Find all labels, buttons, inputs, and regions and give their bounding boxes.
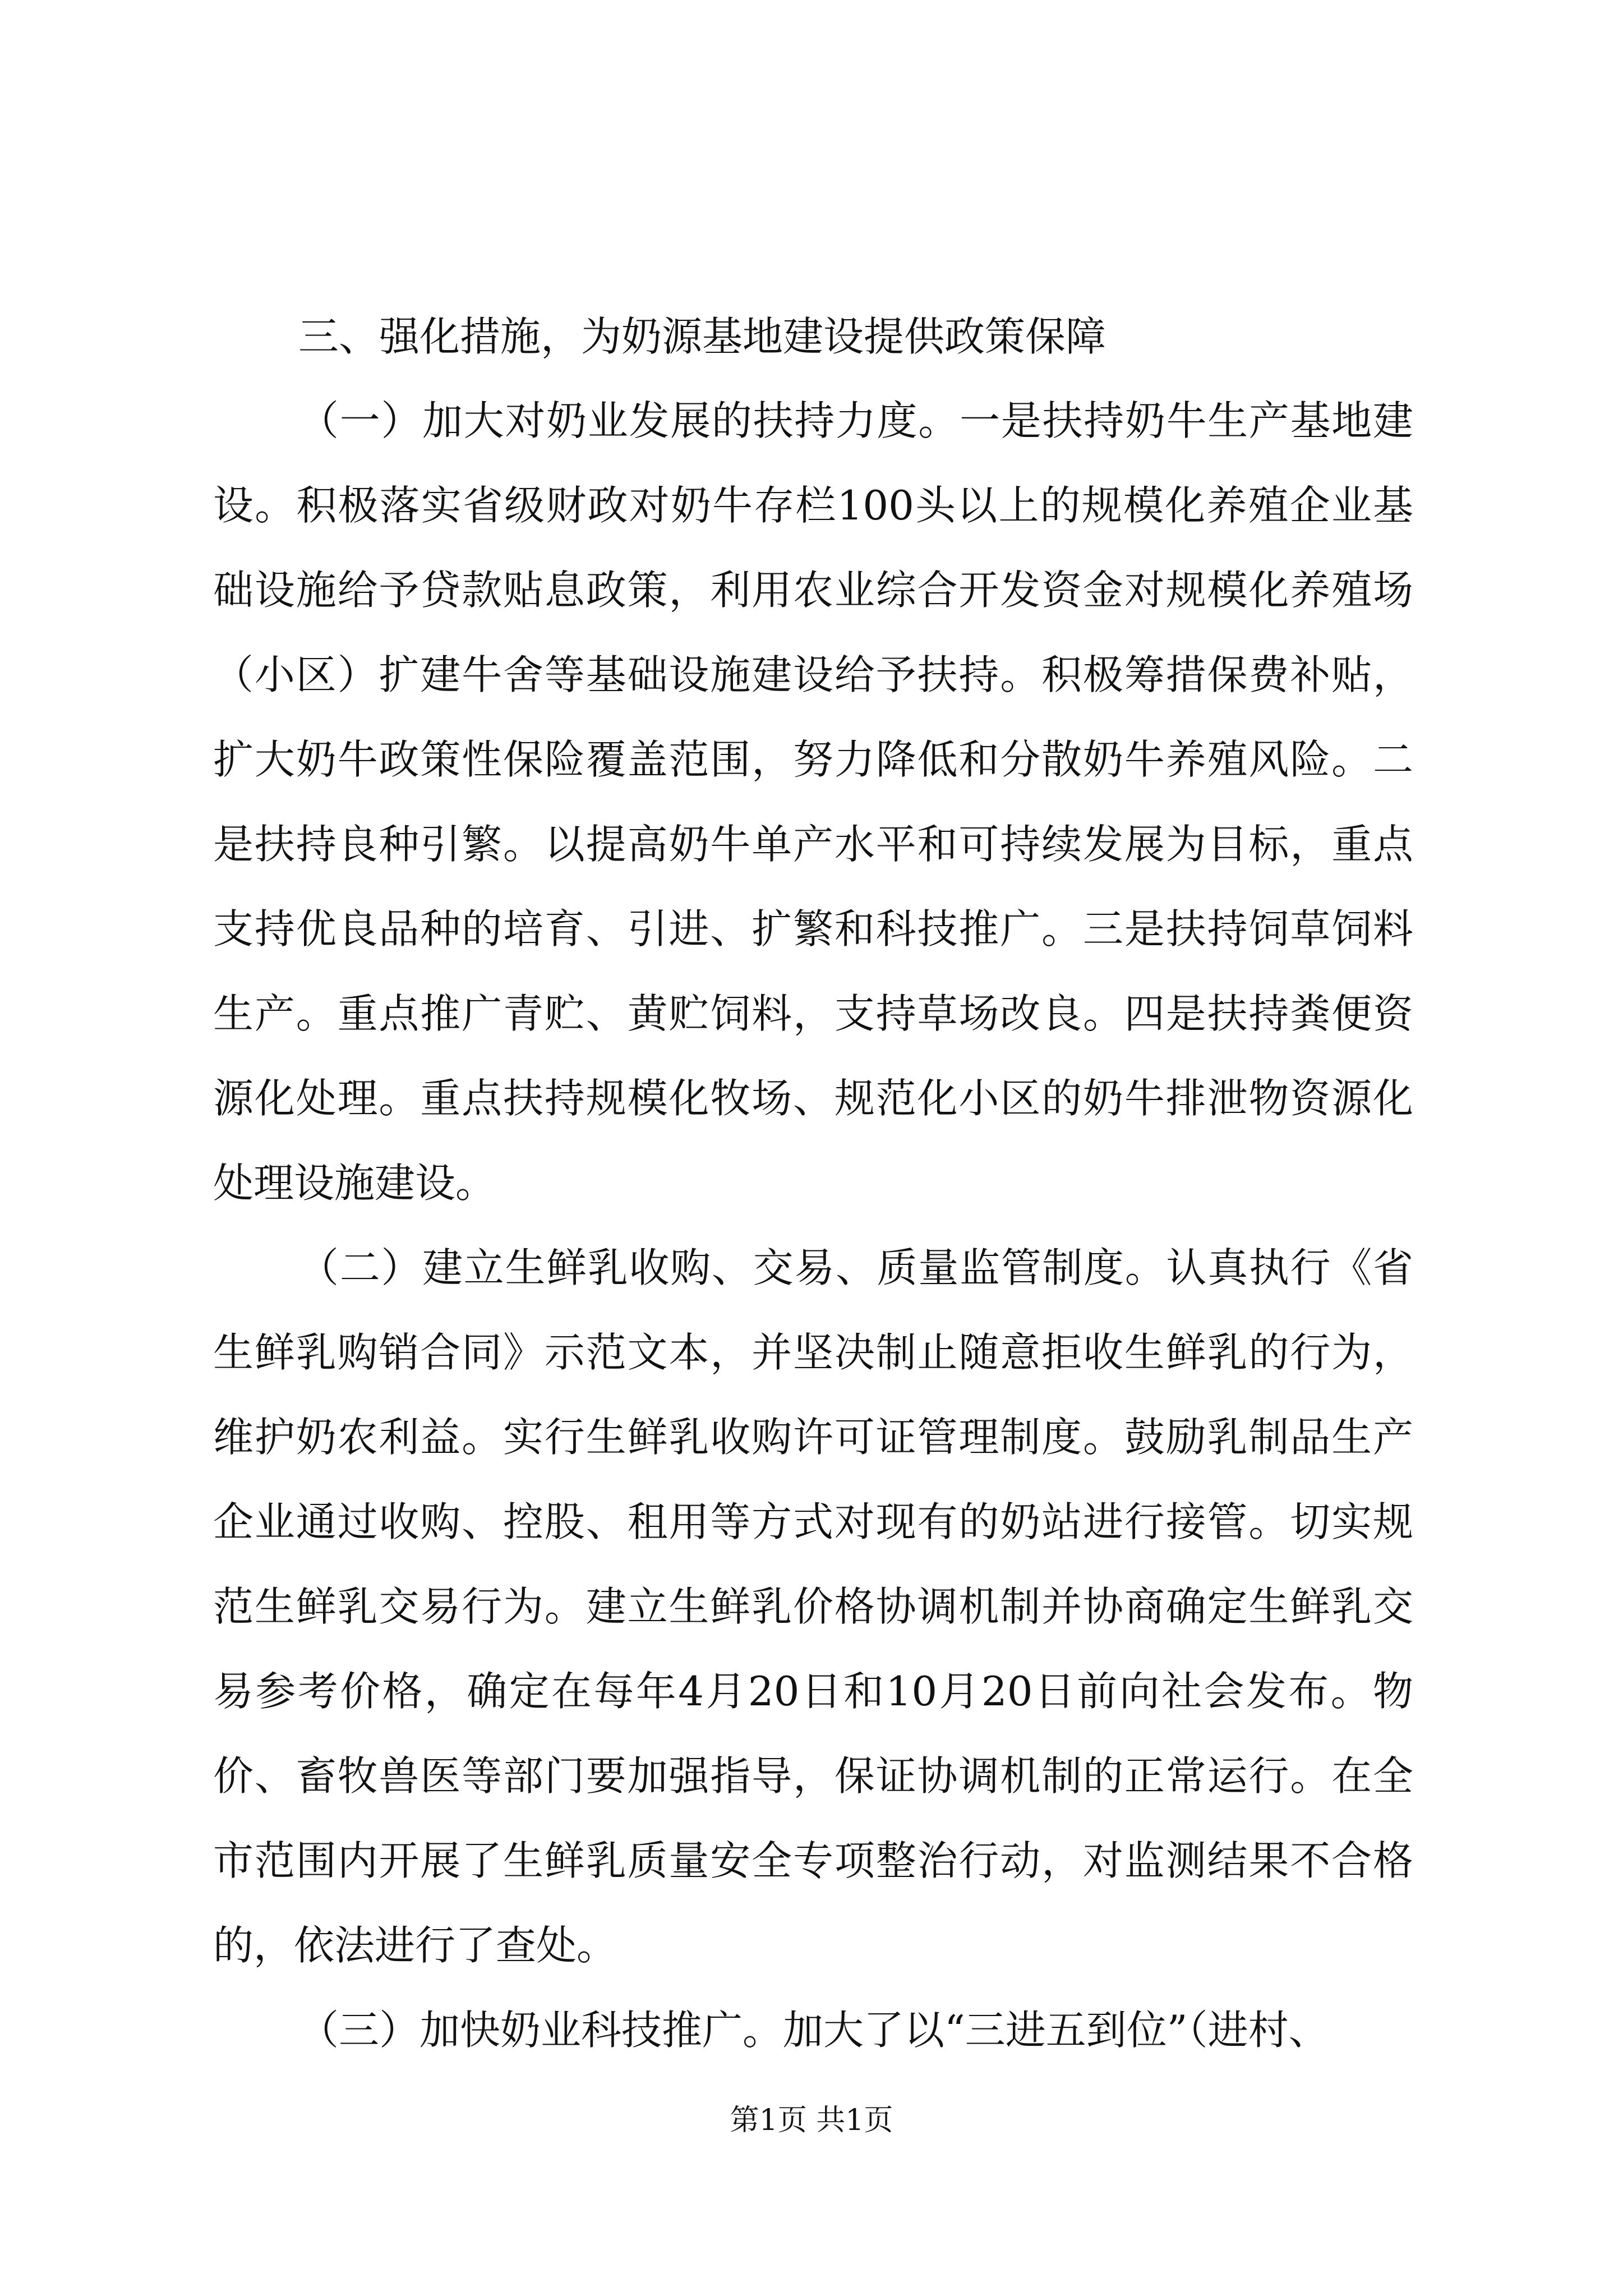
paragraph-raw-milk-regulation: （二）建立生鲜乳收购、交易、质量监管制度。认真执行《省生鲜乳购销合同》示范文本，并坚决制止随意拒收生鲜乳的行为，维护奶农利益。实行生鲜乳收购许可证管理制度。鼓励乳制品生产企业通过收购、控股、租用等方式对现有的奶站进行接管。切实规范生鲜乳交易行为。建立生鲜乳价格协调机制并协商确定生鲜乳交易参考价格，确定在每年4月20日和10月20日前向社会发布。物价、畜牧兽医等部门要加强指导，保证协调机制的正常运行。在全市范围内开展了生鲜乳质量安全专项整治行动，对监测结果不合格的，依法进行了查处。 [213, 1244, 1413, 1969]
paragraph-tech-promotion: （三）加快奶业科技推广。加大了以“三进五到位”（进村、 [298, 2007, 1329, 2054]
section-heading: 三、强化措施，为奶源基地建设提供政策保障 [298, 313, 1106, 360]
paragraph-support: （一）加大对奶业发展的扶持力度。一是扶持奶牛生产基地建设。积极落实省级财政对奶牛存栏100头以上的规模化养殖企业基础设施给予贷款贴息政策，利用农业综合开发资金对规模化养殖场（小区）扩建牛舍等基础设施建设给予扶持。积极筹措保费补贴，扩大奶牛政策性保险覆盖范围，努力降低和分散奶牛养殖风险。二是扶持良种引繁。以提高奶牛单产水平和可持续发展为目标，重点支持优良品种的培育、引进、扩繁和科技推广。三是扶持饲草饲料生产。重点推广青贮、黄贮饲料，支持草场改良。四是扶持粪便资源化处理。重点扶持规模化牧场、规范化小区的奶牛排泄物资源化处理设施建设。 [213, 397, 1413, 1207]
document-body [213, 295, 1413, 2073]
page-number-footer: 第1页 共1页 [730, 2104, 893, 2137]
